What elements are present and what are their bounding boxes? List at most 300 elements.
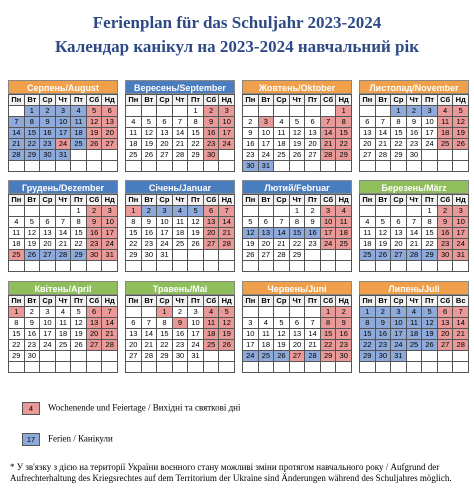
day-cell: 13 xyxy=(438,318,454,329)
day-cell: 9 xyxy=(204,117,220,128)
weekday-header: Ср xyxy=(391,195,407,206)
day-cell: 13 xyxy=(204,217,220,228)
weekday-header: Пт xyxy=(422,195,438,206)
day-cell: 22 xyxy=(321,340,337,351)
day-cell: 2 xyxy=(336,307,352,318)
day-cell xyxy=(453,351,469,362)
weekday-header: Сб xyxy=(204,296,220,307)
day-cell: 9 xyxy=(376,318,392,329)
day-cell: 6 xyxy=(87,307,103,318)
weekday-header: Вс xyxy=(453,296,469,307)
day-cell: 4 xyxy=(71,106,87,117)
month-header: Січень/Januar xyxy=(125,180,235,194)
day-cell: 24 xyxy=(391,340,407,351)
day-cell xyxy=(391,362,407,373)
day-cell: 30 xyxy=(142,250,158,261)
day-cell: 30 xyxy=(25,351,41,362)
day-cell xyxy=(9,161,25,172)
day-cell: 25 xyxy=(438,139,454,150)
day-cell: 31 xyxy=(157,250,173,261)
month-header: Серпень/August xyxy=(8,80,118,94)
day-cell xyxy=(219,351,235,362)
day-cell: 29 xyxy=(188,150,204,161)
day-cell xyxy=(126,307,142,318)
day-cell: 7 xyxy=(142,318,158,329)
day-cell: 26 xyxy=(71,340,87,351)
day-cell xyxy=(188,362,204,373)
weekday-header: Пт xyxy=(305,195,321,206)
day-cell: 1 xyxy=(336,106,352,117)
day-cell: 8 xyxy=(336,117,352,128)
month-2 xyxy=(125,80,235,161)
day-cell: 5 xyxy=(219,307,235,318)
weekday-header: Пн xyxy=(360,195,376,206)
day-cell: 26 xyxy=(422,340,438,351)
day-cell xyxy=(40,351,56,362)
day-cell: 14 xyxy=(321,128,337,139)
weekday-header: Чт xyxy=(173,95,189,106)
day-cell xyxy=(290,307,306,318)
day-cell: 17 xyxy=(259,139,275,150)
day-cell xyxy=(290,106,306,117)
day-cell: 7 xyxy=(407,217,423,228)
day-cell: 6 xyxy=(360,117,376,128)
day-cell xyxy=(438,351,454,362)
day-cell: 3 xyxy=(453,206,469,217)
day-cell xyxy=(360,161,376,172)
day-cell: 21 xyxy=(219,228,235,239)
day-cell: 29 xyxy=(422,250,438,261)
day-cell: 25 xyxy=(336,239,352,250)
day-cell: 27 xyxy=(204,239,220,250)
day-cell: 6 xyxy=(204,206,220,217)
day-cell xyxy=(391,206,407,217)
weekday-header: Ср xyxy=(157,195,173,206)
day-cell: 23 xyxy=(40,139,56,150)
day-cell: 11 xyxy=(56,318,72,329)
day-cell xyxy=(142,362,158,373)
day-cell: 5 xyxy=(87,106,103,117)
day-cell: 9 xyxy=(407,117,423,128)
day-cell xyxy=(188,161,204,172)
day-cell: 3 xyxy=(157,206,173,217)
day-cell: 23 xyxy=(173,340,189,351)
day-cell: 4 xyxy=(360,217,376,228)
day-cell: 11 xyxy=(336,217,352,228)
day-cell xyxy=(321,106,337,117)
day-cell: 9 xyxy=(40,117,56,128)
day-cell: 1 xyxy=(391,106,407,117)
day-cell: 26 xyxy=(376,250,392,261)
day-cell: 9 xyxy=(336,318,352,329)
weekday-header: Пт xyxy=(422,95,438,106)
day-cell: 2 xyxy=(376,307,392,318)
day-cell: 25 xyxy=(407,340,423,351)
weekday-header: Ср xyxy=(391,296,407,307)
day-cell: 14 xyxy=(56,228,72,239)
day-cell: 11 xyxy=(438,117,454,128)
day-cell: 16 xyxy=(305,228,321,239)
weekday-header: Пн xyxy=(243,95,259,106)
day-cell: 20 xyxy=(204,228,220,239)
weekday-header: Пн xyxy=(360,296,376,307)
day-cell: 28 xyxy=(9,150,25,161)
day-cell: 15 xyxy=(188,128,204,139)
day-cell xyxy=(360,106,376,117)
weekday-header: Пн xyxy=(360,95,376,106)
day-cell xyxy=(453,261,469,272)
day-cell xyxy=(407,206,423,217)
day-cell: 2 xyxy=(438,206,454,217)
weekday-header: Вт xyxy=(142,95,158,106)
day-cell: 16 xyxy=(407,128,423,139)
day-cell: 24 xyxy=(157,239,173,250)
weekday-header: Вт xyxy=(376,296,392,307)
weekday-header: Пн xyxy=(9,95,25,106)
day-cell: 18 xyxy=(259,340,275,351)
day-cell: 22 xyxy=(157,340,173,351)
day-cell: 6 xyxy=(157,117,173,128)
day-cell xyxy=(391,161,407,172)
day-cell: 29 xyxy=(71,250,87,261)
day-cell: 21 xyxy=(407,239,423,250)
day-cell: 24 xyxy=(219,139,235,150)
day-cell: 9 xyxy=(87,217,103,228)
day-cell: 6 xyxy=(126,318,142,329)
day-cell xyxy=(376,362,392,373)
day-cell: 11 xyxy=(9,228,25,239)
day-cell xyxy=(259,261,275,272)
month-5 xyxy=(8,180,118,261)
day-cell: 27 xyxy=(290,351,306,362)
day-cell xyxy=(219,161,235,172)
day-cell: 5 xyxy=(243,217,259,228)
weekday-header: Пт xyxy=(422,296,438,307)
day-cell: 21 xyxy=(56,239,72,250)
weekday-header: Пн xyxy=(9,195,25,206)
day-cell: 25 xyxy=(259,351,275,362)
day-cell xyxy=(336,250,352,261)
day-cell: 9 xyxy=(25,318,41,329)
day-cell: 21 xyxy=(102,329,118,340)
day-cell: 10 xyxy=(219,117,235,128)
day-cell xyxy=(453,150,469,161)
day-cell: 3 xyxy=(259,117,275,128)
day-cell: 28 xyxy=(173,150,189,161)
day-cell: 28 xyxy=(407,250,423,261)
day-cell: 9 xyxy=(173,318,189,329)
day-cell: 9 xyxy=(438,217,454,228)
day-cell: 16 xyxy=(243,139,259,150)
weekday-header: Пн xyxy=(126,296,142,307)
month-header: Травень/Mai xyxy=(125,281,235,295)
day-cell: 10 xyxy=(453,217,469,228)
day-cell: 17 xyxy=(40,329,56,340)
day-cell: 10 xyxy=(56,117,72,128)
day-cell: 13 xyxy=(40,228,56,239)
day-cell xyxy=(157,161,173,172)
day-cell: 25 xyxy=(9,250,25,261)
day-cell: 21 xyxy=(453,329,469,340)
month-8 xyxy=(359,180,469,261)
weekday-header: Ср xyxy=(40,296,56,307)
day-cell: 17 xyxy=(453,228,469,239)
month-days-grid xyxy=(359,194,469,272)
day-cell: 20 xyxy=(305,139,321,150)
day-cell: 4 xyxy=(204,307,220,318)
day-cell xyxy=(243,106,259,117)
day-cell: 15 xyxy=(336,128,352,139)
day-cell: 25 xyxy=(56,340,72,351)
day-cell: 14 xyxy=(305,329,321,340)
day-cell xyxy=(219,150,235,161)
day-cell: 18 xyxy=(173,228,189,239)
weekday-header: Пн xyxy=(126,95,142,106)
day-cell: 16 xyxy=(376,329,392,340)
day-cell: 14 xyxy=(453,318,469,329)
day-cell: 27 xyxy=(391,250,407,261)
month-header: Квітень/April xyxy=(8,281,118,295)
weekday-header: Чт xyxy=(56,296,72,307)
day-cell: 24 xyxy=(321,239,337,250)
day-cell: 24 xyxy=(102,239,118,250)
weekend-swatch: 4 xyxy=(22,402,40,415)
day-cell: 7 xyxy=(376,117,392,128)
day-cell: 10 xyxy=(40,318,56,329)
day-cell: 19 xyxy=(71,329,87,340)
day-cell: 28 xyxy=(274,250,290,261)
day-cell: 12 xyxy=(243,228,259,239)
day-cell: 19 xyxy=(188,228,204,239)
day-cell: 24 xyxy=(243,351,259,362)
day-cell xyxy=(305,307,321,318)
day-cell: 27 xyxy=(126,351,142,362)
day-cell: 15 xyxy=(25,128,41,139)
title-german: Ferienplan für das Schuljahr 2023-2024 xyxy=(92,13,382,32)
day-cell xyxy=(360,362,376,373)
day-cell: 12 xyxy=(453,117,469,128)
day-cell: 20 xyxy=(102,128,118,139)
weekday-header: Пт xyxy=(305,296,321,307)
day-cell xyxy=(204,250,220,261)
day-cell xyxy=(126,261,142,272)
month-header: Липень/Juli xyxy=(359,281,469,295)
day-cell xyxy=(290,161,306,172)
day-cell xyxy=(40,206,56,217)
day-cell: 18 xyxy=(71,128,87,139)
day-cell: 3 xyxy=(56,106,72,117)
day-cell: 15 xyxy=(71,228,87,239)
day-cell: 13 xyxy=(102,117,118,128)
day-cell: 21 xyxy=(274,239,290,250)
day-cell: 5 xyxy=(422,307,438,318)
weekday-header: Нд xyxy=(219,195,235,206)
weekday-header: Пт xyxy=(188,296,204,307)
day-cell: 28 xyxy=(305,351,321,362)
weekday-header: Пт xyxy=(71,296,87,307)
month-days-grid xyxy=(242,295,352,373)
day-cell xyxy=(87,150,103,161)
day-cell xyxy=(243,307,259,318)
day-cell xyxy=(102,351,118,362)
weekday-header: Пт xyxy=(188,95,204,106)
day-cell: 28 xyxy=(102,340,118,351)
day-cell xyxy=(376,206,392,217)
day-cell: 20 xyxy=(438,329,454,340)
weekday-header: Сб xyxy=(321,95,337,106)
day-cell xyxy=(71,261,87,272)
day-cell: 13 xyxy=(360,128,376,139)
day-cell: 3 xyxy=(219,106,235,117)
day-cell xyxy=(321,250,337,261)
day-cell: 6 xyxy=(102,106,118,117)
day-cell xyxy=(219,362,235,373)
day-cell: 30 xyxy=(173,351,189,362)
day-cell: 3 xyxy=(391,307,407,318)
day-cell: 4 xyxy=(56,307,72,318)
day-cell: 22 xyxy=(9,340,25,351)
day-cell: 22 xyxy=(391,139,407,150)
day-cell: 1 xyxy=(157,307,173,318)
day-cell: 30 xyxy=(376,351,392,362)
day-cell xyxy=(376,161,392,172)
day-cell xyxy=(407,261,423,272)
month-days-grid xyxy=(359,94,469,172)
day-cell: 15 xyxy=(360,329,376,340)
day-cell: 4 xyxy=(407,307,423,318)
day-cell xyxy=(9,206,25,217)
day-cell: 29 xyxy=(321,351,337,362)
weekday-header: Чт xyxy=(290,195,306,206)
month-days-grid xyxy=(8,194,118,272)
day-cell: 18 xyxy=(360,239,376,250)
day-cell xyxy=(422,161,438,172)
day-cell: 18 xyxy=(9,239,25,250)
day-cell xyxy=(243,362,259,373)
day-cell: 26 xyxy=(142,150,158,161)
day-cell: 5 xyxy=(25,217,41,228)
day-cell: 3 xyxy=(102,206,118,217)
day-cell xyxy=(453,161,469,172)
footnote: * У зв'язку з дією на території України воєнного стану можливі зміни протягом навчального року / Aufgrund der Aufrechterhaltung des Kriegsrechtes auf dem Territorium der Ukraine sind Änderungen während des Schuljahres möglich. xyxy=(10,462,452,483)
day-cell: 22 xyxy=(422,239,438,250)
day-cell: 3 xyxy=(40,307,56,318)
day-cell: 28 xyxy=(219,239,235,250)
weekday-header: Ср xyxy=(274,195,290,206)
day-cell: 20 xyxy=(391,239,407,250)
day-cell: 20 xyxy=(40,239,56,250)
weekday-header: Пт xyxy=(305,95,321,106)
day-cell xyxy=(188,250,204,261)
day-cell: 5 xyxy=(376,217,392,228)
day-cell: 15 xyxy=(157,329,173,340)
day-cell: 19 xyxy=(376,239,392,250)
day-cell: 26 xyxy=(25,250,41,261)
day-cell: 26 xyxy=(243,250,259,261)
weekday-header: Нд xyxy=(102,195,118,206)
day-cell: 19 xyxy=(219,329,235,340)
day-cell: 4 xyxy=(336,206,352,217)
day-cell: 12 xyxy=(188,217,204,228)
day-cell xyxy=(360,261,376,272)
day-cell: 1 xyxy=(71,206,87,217)
day-cell: 19 xyxy=(290,139,306,150)
day-cell: 13 xyxy=(391,228,407,239)
month-days-grid xyxy=(125,295,235,373)
day-cell: 9 xyxy=(305,217,321,228)
day-cell: 6 xyxy=(40,217,56,228)
day-cell: 25 xyxy=(204,340,220,351)
weekday-header: Вт xyxy=(376,195,392,206)
month-days-grid xyxy=(242,194,352,272)
day-cell: 29 xyxy=(360,351,376,362)
day-cell xyxy=(305,250,321,261)
weekday-header: Чт xyxy=(290,95,306,106)
weekday-header: Вт xyxy=(142,195,158,206)
day-cell: 28 xyxy=(56,250,72,261)
day-cell: 22 xyxy=(25,139,41,150)
month-header: Листопад/November xyxy=(359,80,469,94)
day-cell: 31 xyxy=(188,351,204,362)
day-cell: 15 xyxy=(9,329,25,340)
day-cell xyxy=(290,261,306,272)
day-cell: 2 xyxy=(243,117,259,128)
day-cell: 27 xyxy=(87,340,103,351)
day-cell: 16 xyxy=(142,228,158,239)
day-cell xyxy=(126,106,142,117)
month-header: Березень/März xyxy=(359,180,469,194)
day-cell: 12 xyxy=(376,228,392,239)
day-cell: 30 xyxy=(336,351,352,362)
day-cell: 2 xyxy=(173,307,189,318)
day-cell xyxy=(204,362,220,373)
day-cell: 8 xyxy=(360,318,376,329)
day-cell: 27 xyxy=(157,150,173,161)
day-cell: 25 xyxy=(173,239,189,250)
weekday-header: Сб xyxy=(87,296,103,307)
day-cell xyxy=(40,161,56,172)
day-cell: 13 xyxy=(259,228,275,239)
day-cell xyxy=(25,206,41,217)
day-cell: 1 xyxy=(188,106,204,117)
title-ukrainian: Календар канікул на 2023-2024 навчальний рік xyxy=(54,37,420,56)
day-cell xyxy=(376,106,392,117)
day-cell xyxy=(243,206,259,217)
day-cell: 17 xyxy=(188,329,204,340)
day-cell: 13 xyxy=(87,318,103,329)
day-cell: 21 xyxy=(321,139,337,150)
day-cell: 26 xyxy=(274,351,290,362)
month-4 xyxy=(359,80,469,161)
day-cell xyxy=(305,161,321,172)
month-header: Червень/Juni xyxy=(242,281,352,295)
day-cell: 9 xyxy=(243,128,259,139)
day-cell: 26 xyxy=(453,139,469,150)
day-cell: 11 xyxy=(274,128,290,139)
day-cell xyxy=(336,261,352,272)
weekday-header: Чт xyxy=(407,296,423,307)
day-cell xyxy=(71,362,87,373)
day-cell xyxy=(9,261,25,272)
weekday-header: Чт xyxy=(407,95,423,106)
day-cell xyxy=(87,261,103,272)
day-cell xyxy=(438,261,454,272)
day-cell xyxy=(274,261,290,272)
weekday-header: Чт xyxy=(173,296,189,307)
day-cell: 30 xyxy=(204,150,220,161)
day-cell: 25 xyxy=(71,139,87,150)
day-cell xyxy=(407,161,423,172)
